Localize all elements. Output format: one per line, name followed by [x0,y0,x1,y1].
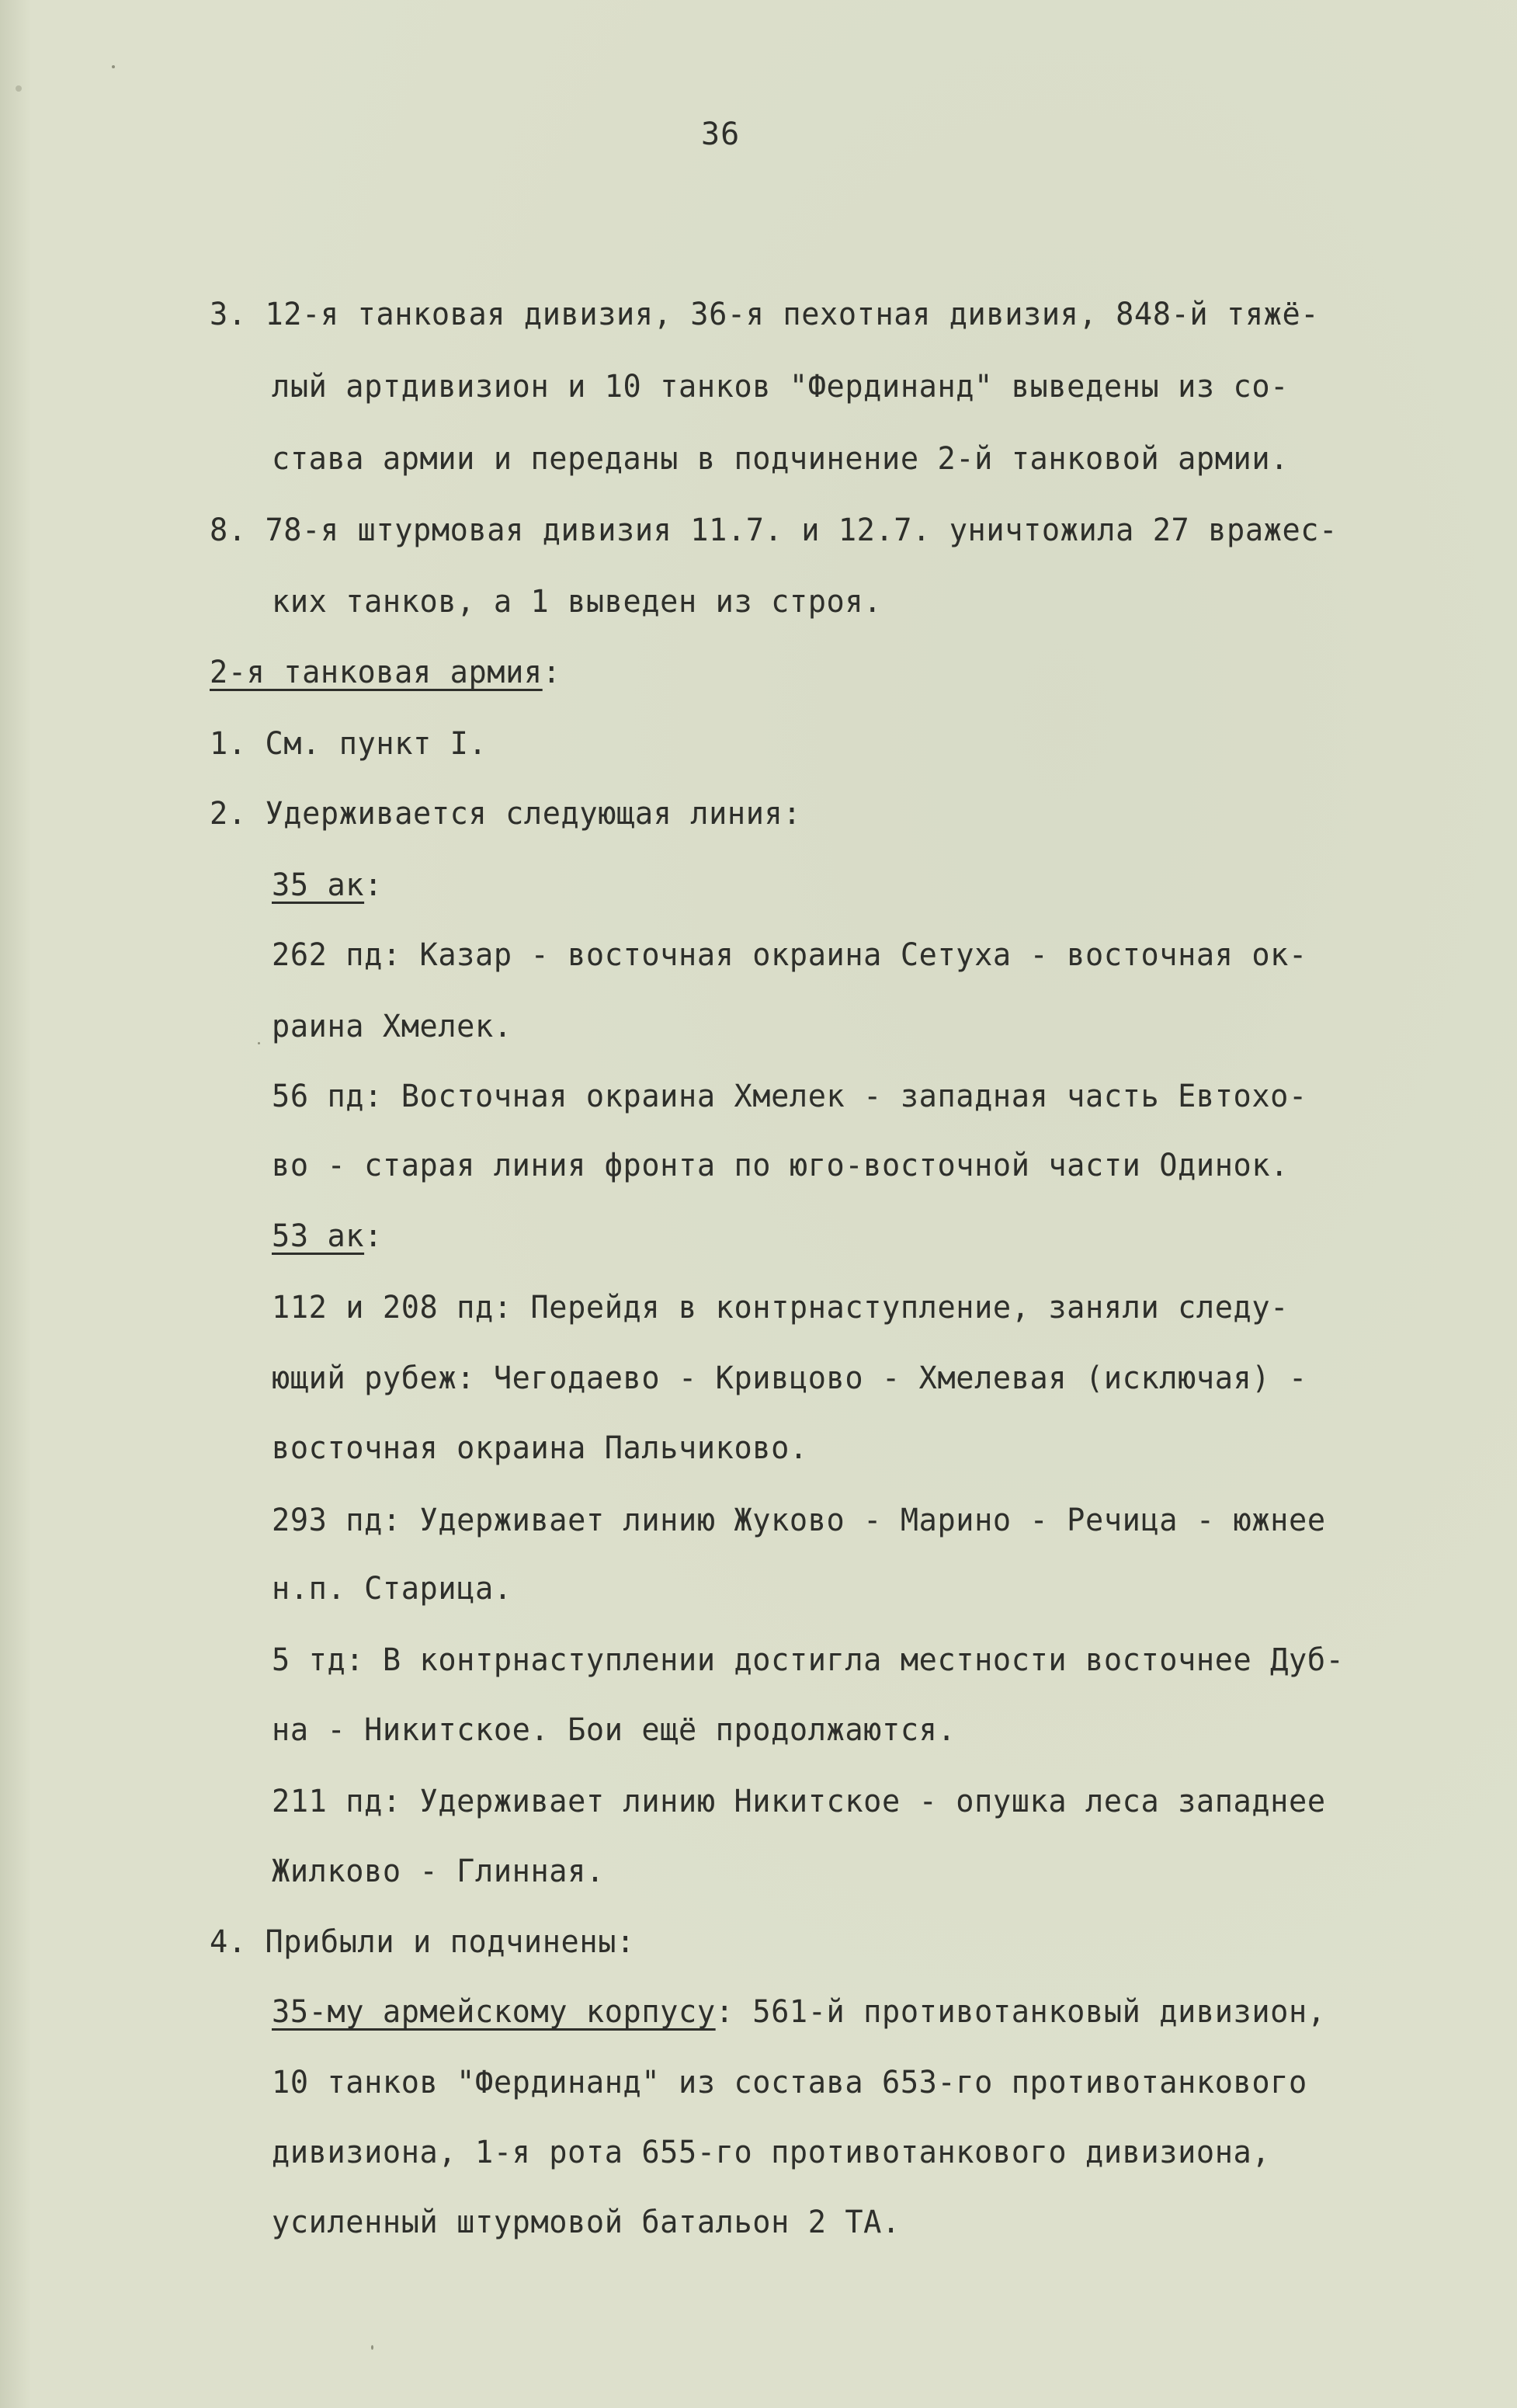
item-4-line-4: усиленный штурмовой батальон 2 ТА. [272,2205,901,2240]
item-marker: 2. [210,796,247,832]
corps-53-entry-112-208-line-1: 112 и 208 пд: Перейдя в контрнаступление, заняли следу- [272,1290,1290,1326]
recipient-units-first: : 561-й противотанковый дивизион, [715,1994,1326,2030]
paper-speck [371,2345,373,2350]
corps-53-entry-211-line-2: Жилково - Глинная. [272,1854,605,1889]
army-heading [210,654,561,691]
corps-35-entry-262-line-1: 262 пд: Казар - восточная окраина Сетуха - восточная ок- [272,937,1307,973]
corps-53-heading [272,1218,383,1255]
corps-35-heading-text: 35 ак [272,867,365,903]
paper-speck [112,65,115,68]
army-heading-text: 2-я танковая армия [210,655,543,690]
item-4-line-3: дивизиона, 1-я рота 655-го противотанкового дивизиона, [272,2135,1271,2170]
corps-35-heading-colon: : [364,867,383,903]
item-marker: 8. [210,513,247,548]
corps-53-heading-text: 53 ак [272,1218,365,1254]
corps-53-entry-293-line-1: 293 пд: Удерживает линию Жуково - Марино - Речица - южнее [272,1503,1326,1538]
corps-35-entry-56-line-2: во - старая линия фронта по юго-восточной части Одинок. [272,1148,1290,1183]
army-item-2 [210,795,801,832]
corps-53-entry-211-line-1: 211 пд: Удерживает линию Никитское - опушка леса западнее [272,1784,1326,1819]
item-marker: 4. [210,1924,247,1960]
item-8-line-2: ких танков, а 1 выведен из строя. [272,584,883,620]
item-marker: 1. [210,726,247,762]
item-3-line-3: става армии и переданы в подчинение 2-й танковой армии. [272,441,1290,477]
corps-53-entry-5td-line-2: на - Никитское. Бои ещё продолжаются. [272,1712,956,1748]
army-item-1 [210,725,487,763]
item-4-line-2: 10 танков "Фердинанд" из состава 653-го противотанкового [272,2065,1307,2100]
item-text: См. пункт I. [265,726,488,762]
recipient-corps: 35-му армейскому корпусу [272,1994,716,2030]
item-3-line-2: лый артдивизион и 10 танков "Фердинанд" выведены из со- [272,369,1290,405]
corps-35-heading [272,867,383,904]
corps-53-entry-5td-line-1: 5 тд: В контрнаступлении достигла местности восточнее Дуб- [272,1642,1345,1678]
army-heading-colon: : [542,655,561,690]
corps-53-entry-112-208-line-3: восточная окраина Пальчиково. [272,1430,808,1466]
item-marker: 3. [210,297,247,332]
corps-35-entry-262-line-2: раина Хмелек. [272,1009,512,1044]
army-item-4 [210,1923,635,1961]
corps-53-entry-112-208-line-2: ющий рубеж: Чегодаево - Кривцово - Хмелевая (исключая) - [272,1360,1307,1396]
corps-35-entry-56-line-1: 56 пд: Восточная окраина Хмелек - западная часть Евтохо- [272,1079,1307,1114]
corps-53-heading-colon: : [364,1218,383,1254]
corps-53-entry-293-line-2: н.п. Старица. [272,1571,512,1607]
item-8-line-1 [210,512,1338,549]
item-3-line-1 [210,296,1319,333]
item-text: Удерживается следующая линия: [265,796,802,832]
item-text: 12-я танковая дивизия, 36-я пехотная дивизия, 848-й тяжё- [265,297,1320,332]
page-number: 36 [701,116,741,152]
paper-speck [16,85,22,92]
paper-speck [258,1042,260,1044]
item-text: 78-я штурмовая дивизия 11.7. и 12.7. уничтожила 27 вражес- [265,513,1338,548]
item-text: Прибыли и подчинены: [265,1924,635,1960]
item-4-recipient-line [272,1993,1326,2031]
